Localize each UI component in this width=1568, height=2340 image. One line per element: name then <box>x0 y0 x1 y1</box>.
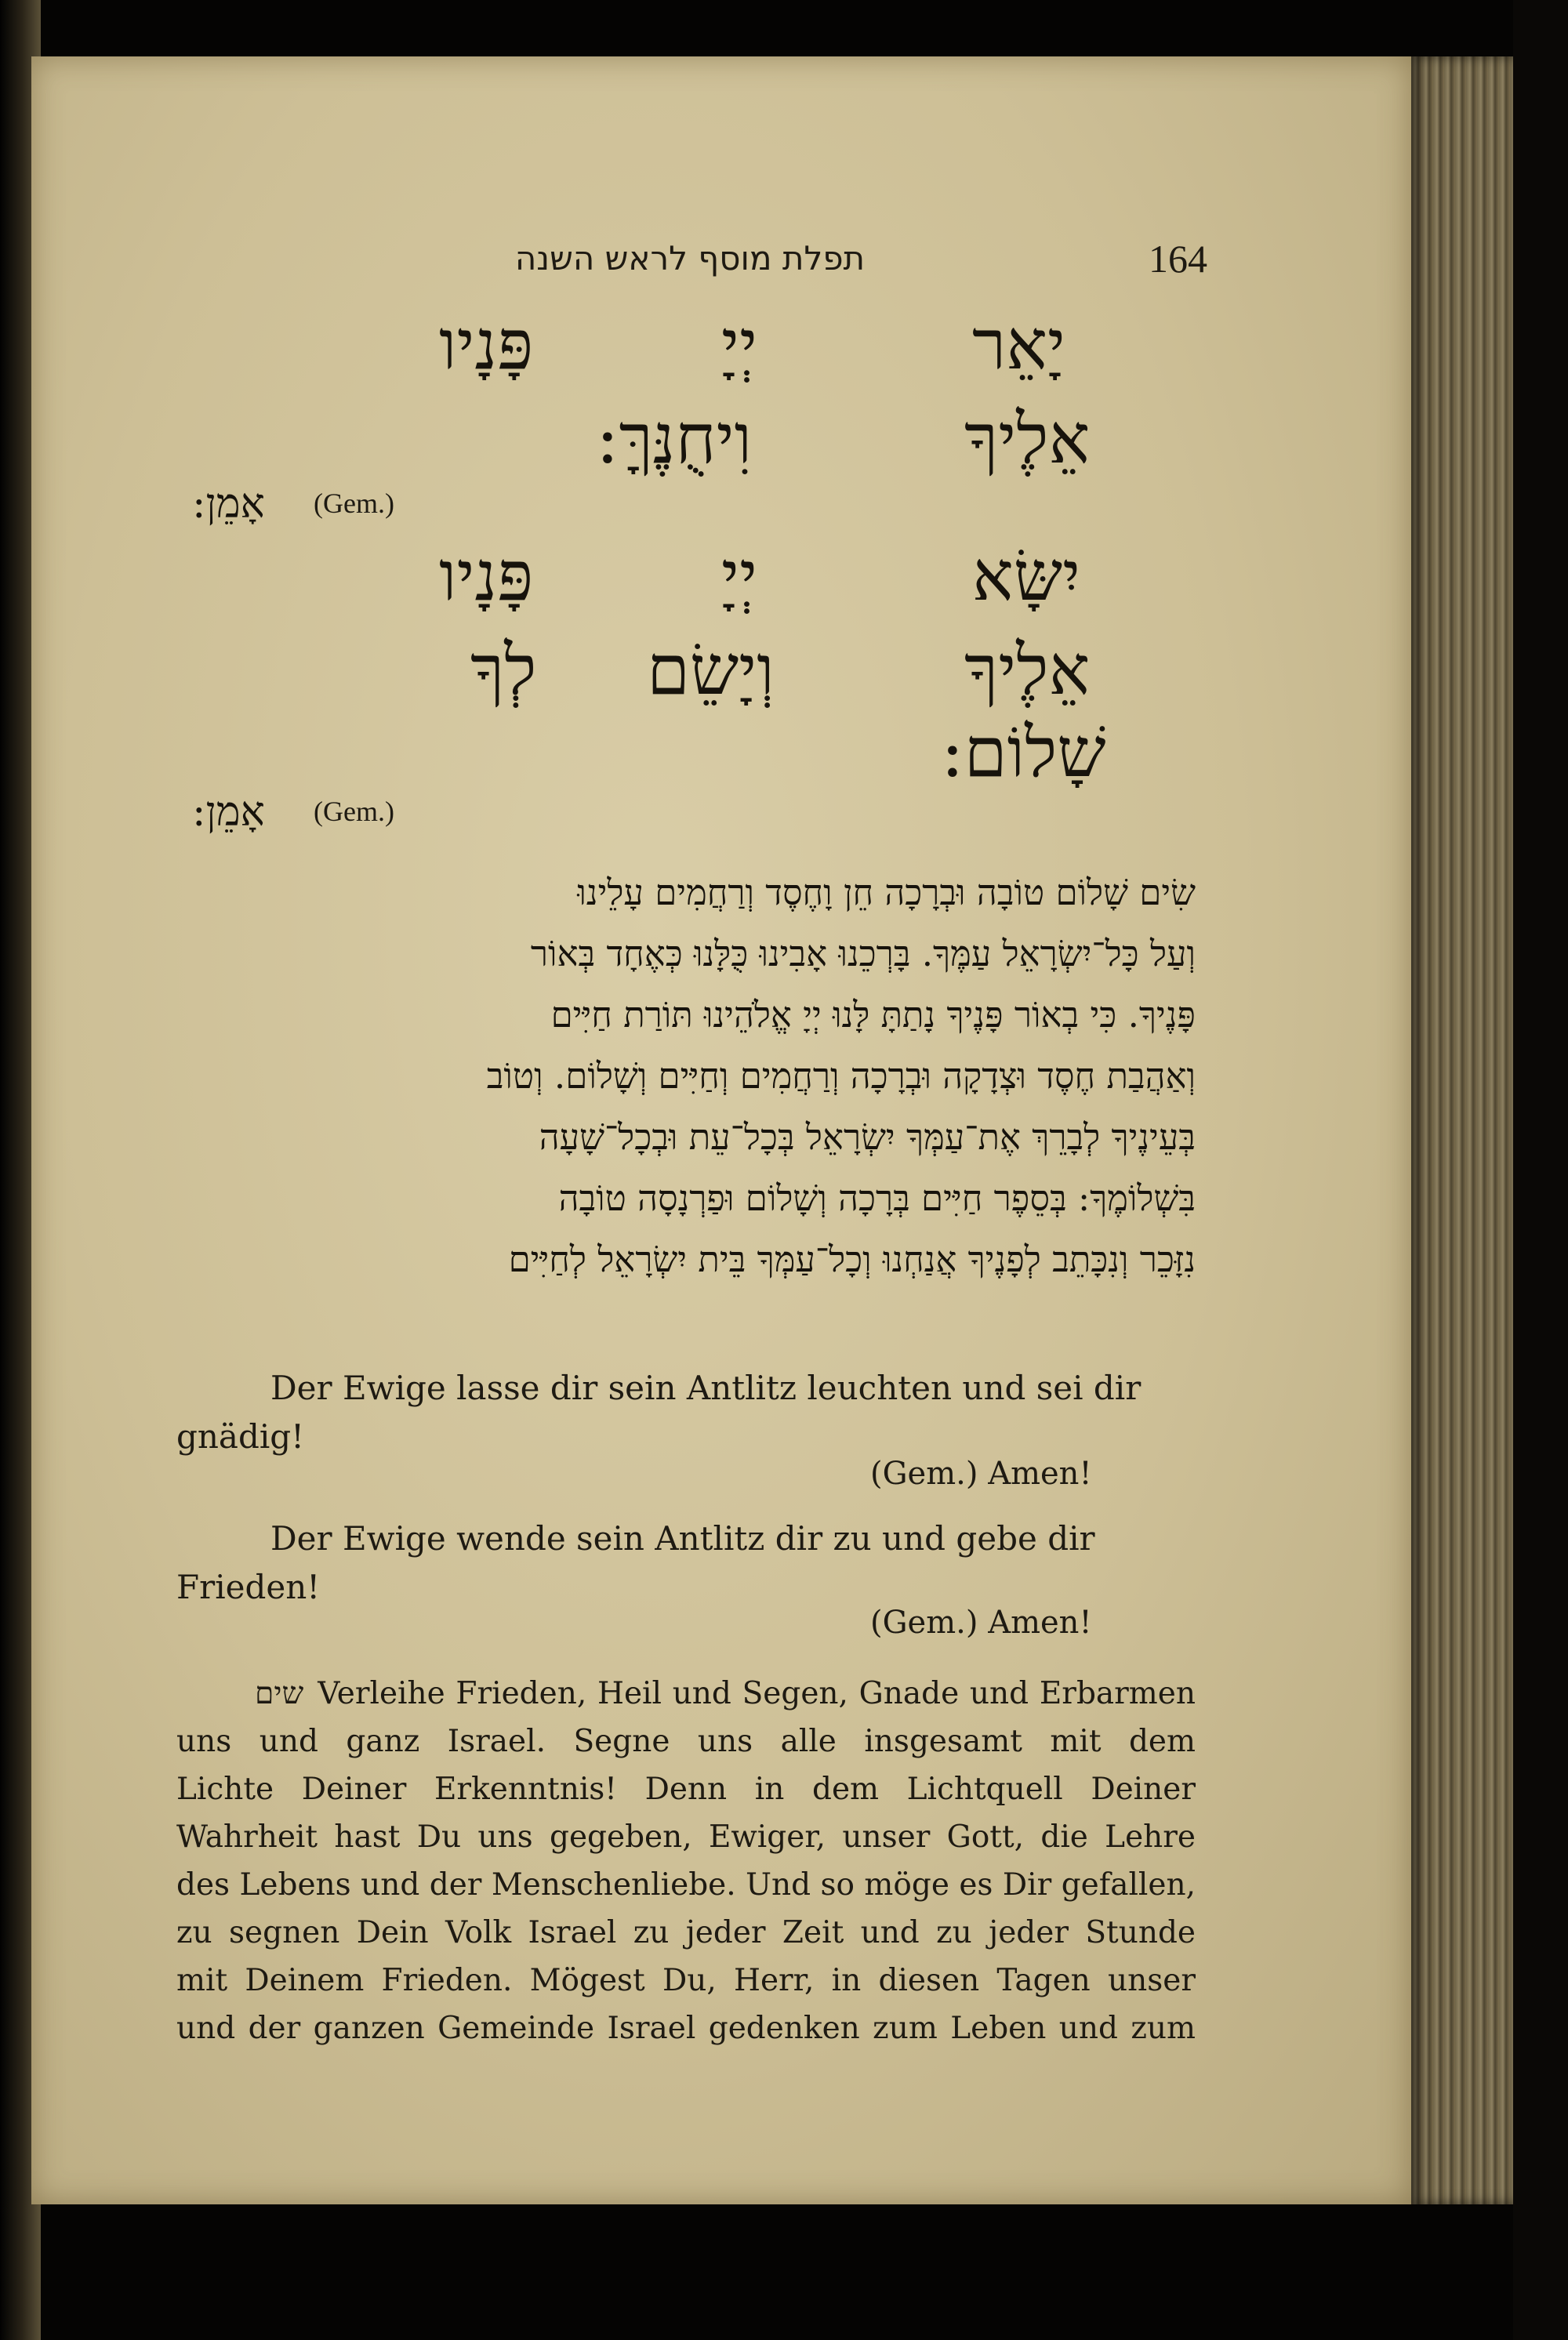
page-number: 164 <box>1149 237 1207 281</box>
hebrew-line: שִׂים שָׁלוֹם טוֹבָה וּבְרָכָה חֵן וָחֶסֶד וְרַחֲמִים עָלֵינוּ <box>577 872 1196 913</box>
german-text: Verleihe Frieden, Heil und Segen, Gnade und Erbarmen <box>318 1676 1196 1711</box>
german-line: uns und ganz Israel. Segne uns alle insgesamt mit dem <box>176 1724 1196 1759</box>
german-line: Wahrheit hast Du uns gegeben, Ewiger, unser Gott, die Lehre <box>176 1819 1196 1855</box>
congregation-label: (Gem.) <box>314 488 394 519</box>
german-prayer-paragraph <box>176 1670 1196 2052</box>
blessing-word: יָאֵר <box>972 304 1066 385</box>
hebrew-line: וְעַל כָּל־יִשְׂרָאֵל עַמֶּךָ. בָּרְכֵנוּ אָבִינוּ כֻּלָּנוּ כְּאֶחָד בְּאוֹר <box>530 933 1196 974</box>
blessing-word: וִיחֻנֶּךָּ: <box>596 398 753 479</box>
german-line: und der ganzen Gemeinde Israel gedenken zum Leben und zum <box>176 2011 1196 2046</box>
hebrew-prayer-paragraph <box>176 862 1196 1290</box>
congregation-label: (Gem.) <box>314 796 394 827</box>
blessing-word: אֵלֶיךָ <box>964 398 1091 479</box>
german-line: zu segnen Dein Volk Israel zu jeder Zeit und zu jeder Stunde <box>176 1915 1196 1950</box>
german-line <box>176 1670 1196 1718</box>
blessing-word: וְיָשֵׂם <box>647 629 775 710</box>
blessing-word: אֵלֶיךָ <box>964 629 1091 710</box>
blessing-word: לְךָ <box>470 629 537 710</box>
hebrew-marker: שים <box>255 1676 304 1711</box>
german-line: des Lebens und der Menschenliebe. Und so möge es Dir gefallen, <box>176 1867 1196 1903</box>
running-header: תפלת מוסף לראש השנה <box>514 239 866 278</box>
german-blessing-1 <box>176 1364 1196 1461</box>
congregation-response: (Gem.) Amen! <box>870 1605 1092 1641</box>
amen-hebrew: אָמֵן: <box>192 789 265 836</box>
hebrew-line: פָּנֶיךָ. כִּי בְאוֹר פָּנֶיךָ נָתַתָּ לָּנוּ יְיָ אֱלֹהֵינוּ תּוֹרַת חַיִּים <box>550 994 1196 1036</box>
blessing-word: פָּנָיו <box>439 304 534 385</box>
german-line: Der Ewige wende sein Antlitz dir zu und gebe dir <box>270 1519 1095 1558</box>
german-line: Lichte Deiner Erkenntnis! Denn in dem Lichtquell Deiner <box>176 1772 1196 1807</box>
hebrew-line: בִּשְׁלוֹמֶךָ: בְּסֵפֶר חַיִּים בְּרָכָה וְשָׁלוֹם וּפַרְנָסָה טוֹבָה <box>558 1177 1196 1219</box>
german-line: Frieden! <box>176 1568 321 1606</box>
book-cover-edge <box>1513 0 1568 2340</box>
german-line: gnädig! <box>176 1417 305 1456</box>
blessing-word: יְיָ <box>721 304 758 385</box>
german-line: mit Deinem Frieden. Mögest Du, Herr, in diesen Tagen unser <box>176 1963 1196 1998</box>
page-edges <box>1411 56 1513 2204</box>
hebrew-line: וְאַהֲבַת חֶסֶד וּצְדָקָה וּבְרָכָה וְרַחֲמִים וְחַיִּים וְשָׁלוֹם. וְטוֹב <box>486 1055 1196 1097</box>
blessing-word: שָׁלוֹם: <box>941 712 1106 793</box>
german-line: Der Ewige lasse dir sein Antlitz leuchten und sei dir <box>270 1369 1142 1407</box>
amen-hebrew: אָמֵן: <box>192 481 265 528</box>
blessing-word: יְיָ <box>721 535 758 616</box>
blessing-word: יִשָּׂא <box>972 535 1081 616</box>
hebrew-line: נִזָּכֵר וְנִכָּתֵב לְפָנֶיךָ אֲנַחְנוּ וְכָל־עַמְּךָ בֵּית יִשְׂרָאֵל לְחַיִּים <box>508 1239 1196 1280</box>
blessing-word: פָּנָיו <box>439 535 534 616</box>
hebrew-line: בְּעֵינֶיךָ לְבָרֵךְ אֶת־עַמְּךָ יִשְׂרָאֵל בְּכָל־עֵת וּבְכָל־שָׁעָה <box>539 1116 1196 1158</box>
german-blessing-2 <box>176 1515 1196 1612</box>
congregation-response: (Gem.) Amen! <box>870 1456 1092 1492</box>
